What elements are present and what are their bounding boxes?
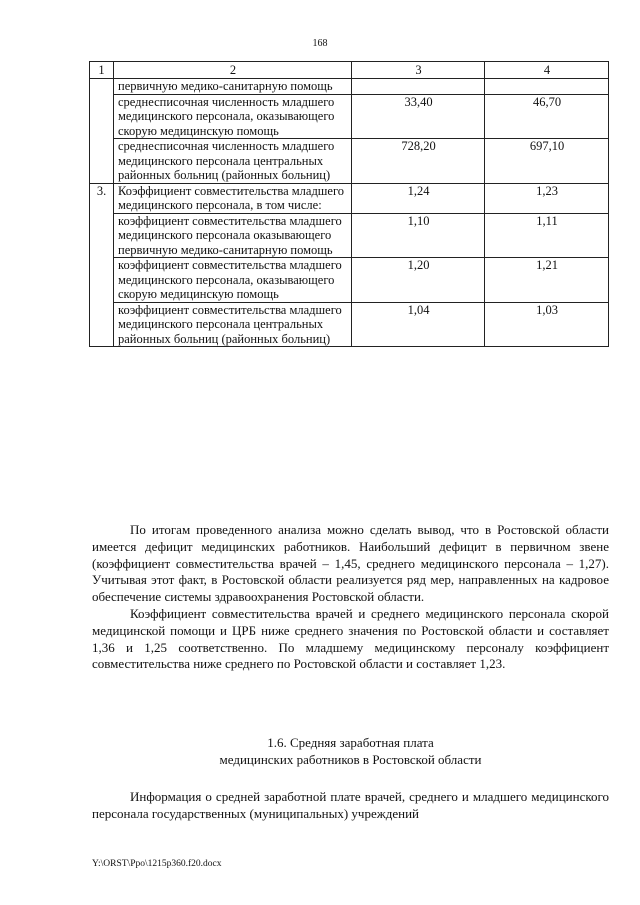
value-cell: 728,20 (352, 139, 485, 184)
row-number: 3. (90, 183, 114, 347)
header-cell: 2 (114, 62, 352, 79)
header-cell: 3 (352, 62, 485, 79)
table-header-row (90, 62, 609, 79)
table-row (90, 302, 609, 347)
row-description: Коэффициент совместительства младшего медицинского персонала, в том числе: (114, 183, 352, 213)
value-cell (352, 79, 485, 95)
file-path-footer: Y:\ORST\Ppo\1215p360.f20.docx (92, 859, 222, 869)
value-cell: 33,40 (352, 94, 485, 139)
value-cell: 1,04 (352, 302, 485, 347)
row-description: коэффициент совместительства младшего медицинского персонала центральных районных больниц (районных больниц) (114, 302, 352, 347)
value-cell: 1,03 (485, 302, 609, 347)
coefficients-table (89, 61, 609, 347)
row-description: среднесписочная численность младшего медицинского персонала, оказывающего скорую медицинскую помощь (114, 94, 352, 139)
paragraph: По итогам проведенного анализа можно сделать вывод, что в Ростовской области имеется дефицит медицинских работников. Наибольший дефицит в первичном звене (коэффициент совместительства врачей – 1,45, среднего медицинского персонала – 1,27). Учитывая этот факт, в Ростовской области реализуется ряд мер, направленных на кадровое обеспечение системы здравоохранения Ростовской области. (92, 522, 609, 605)
page-number: 168 (312, 38, 328, 49)
table-row (90, 79, 609, 95)
row-description: коэффициент совместительства младшего медицинского персонала, оказывающего скорую медицинскую помощь (114, 258, 352, 303)
value-cell: 46,70 (485, 94, 609, 139)
value-cell: 1,23 (485, 183, 609, 213)
row-description: первичную медико-санитарную помощь (114, 79, 352, 95)
section-title-line: 1.6. Средняя заработная плата (267, 735, 434, 750)
value-cell: 1,20 (352, 258, 485, 303)
row-number (90, 79, 114, 184)
value-cell: 1,24 (352, 183, 485, 213)
table-row (90, 183, 609, 213)
value-cell: 1,10 (352, 213, 485, 258)
row-description: коэффициент совместительства младшего медицинского персонала оказывающего первичную медико-санитарную помощь (114, 213, 352, 258)
header-cell: 4 (485, 62, 609, 79)
table-row (90, 213, 609, 258)
section-title-line: медицинских работников в Ростовской области (219, 752, 482, 767)
table-row (90, 139, 609, 184)
table-row (90, 258, 609, 303)
paragraph: Информация о средней заработной плате врачей, среднего и младшего медицинского персонала государственных (муниципальных) учреждений (92, 789, 609, 821)
analysis-text (92, 522, 609, 673)
header-cell: 1 (90, 62, 114, 79)
row-description: среднесписочная численность младшего медицинского персонала центральных районных больниц (районных больниц) (114, 139, 352, 184)
table-row (90, 94, 609, 139)
paragraph: Коэффициент совместительства врачей и среднего медицинского персонала скорой медицинской помощи и ЦРБ ниже среднего значения по Ростовской области и составляет 1,36 и 1,25 соответственно. По младшему медицинскому персоналу коэффициент совместительства ниже среднего по Ростовской области и составляет 1,23. (92, 605, 609, 672)
value-cell: 1,11 (485, 213, 609, 258)
section-heading (92, 734, 609, 768)
value-cell: 1,21 (485, 258, 609, 303)
value-cell (485, 79, 609, 95)
info-text (92, 788, 609, 822)
value-cell: 697,10 (485, 139, 609, 184)
